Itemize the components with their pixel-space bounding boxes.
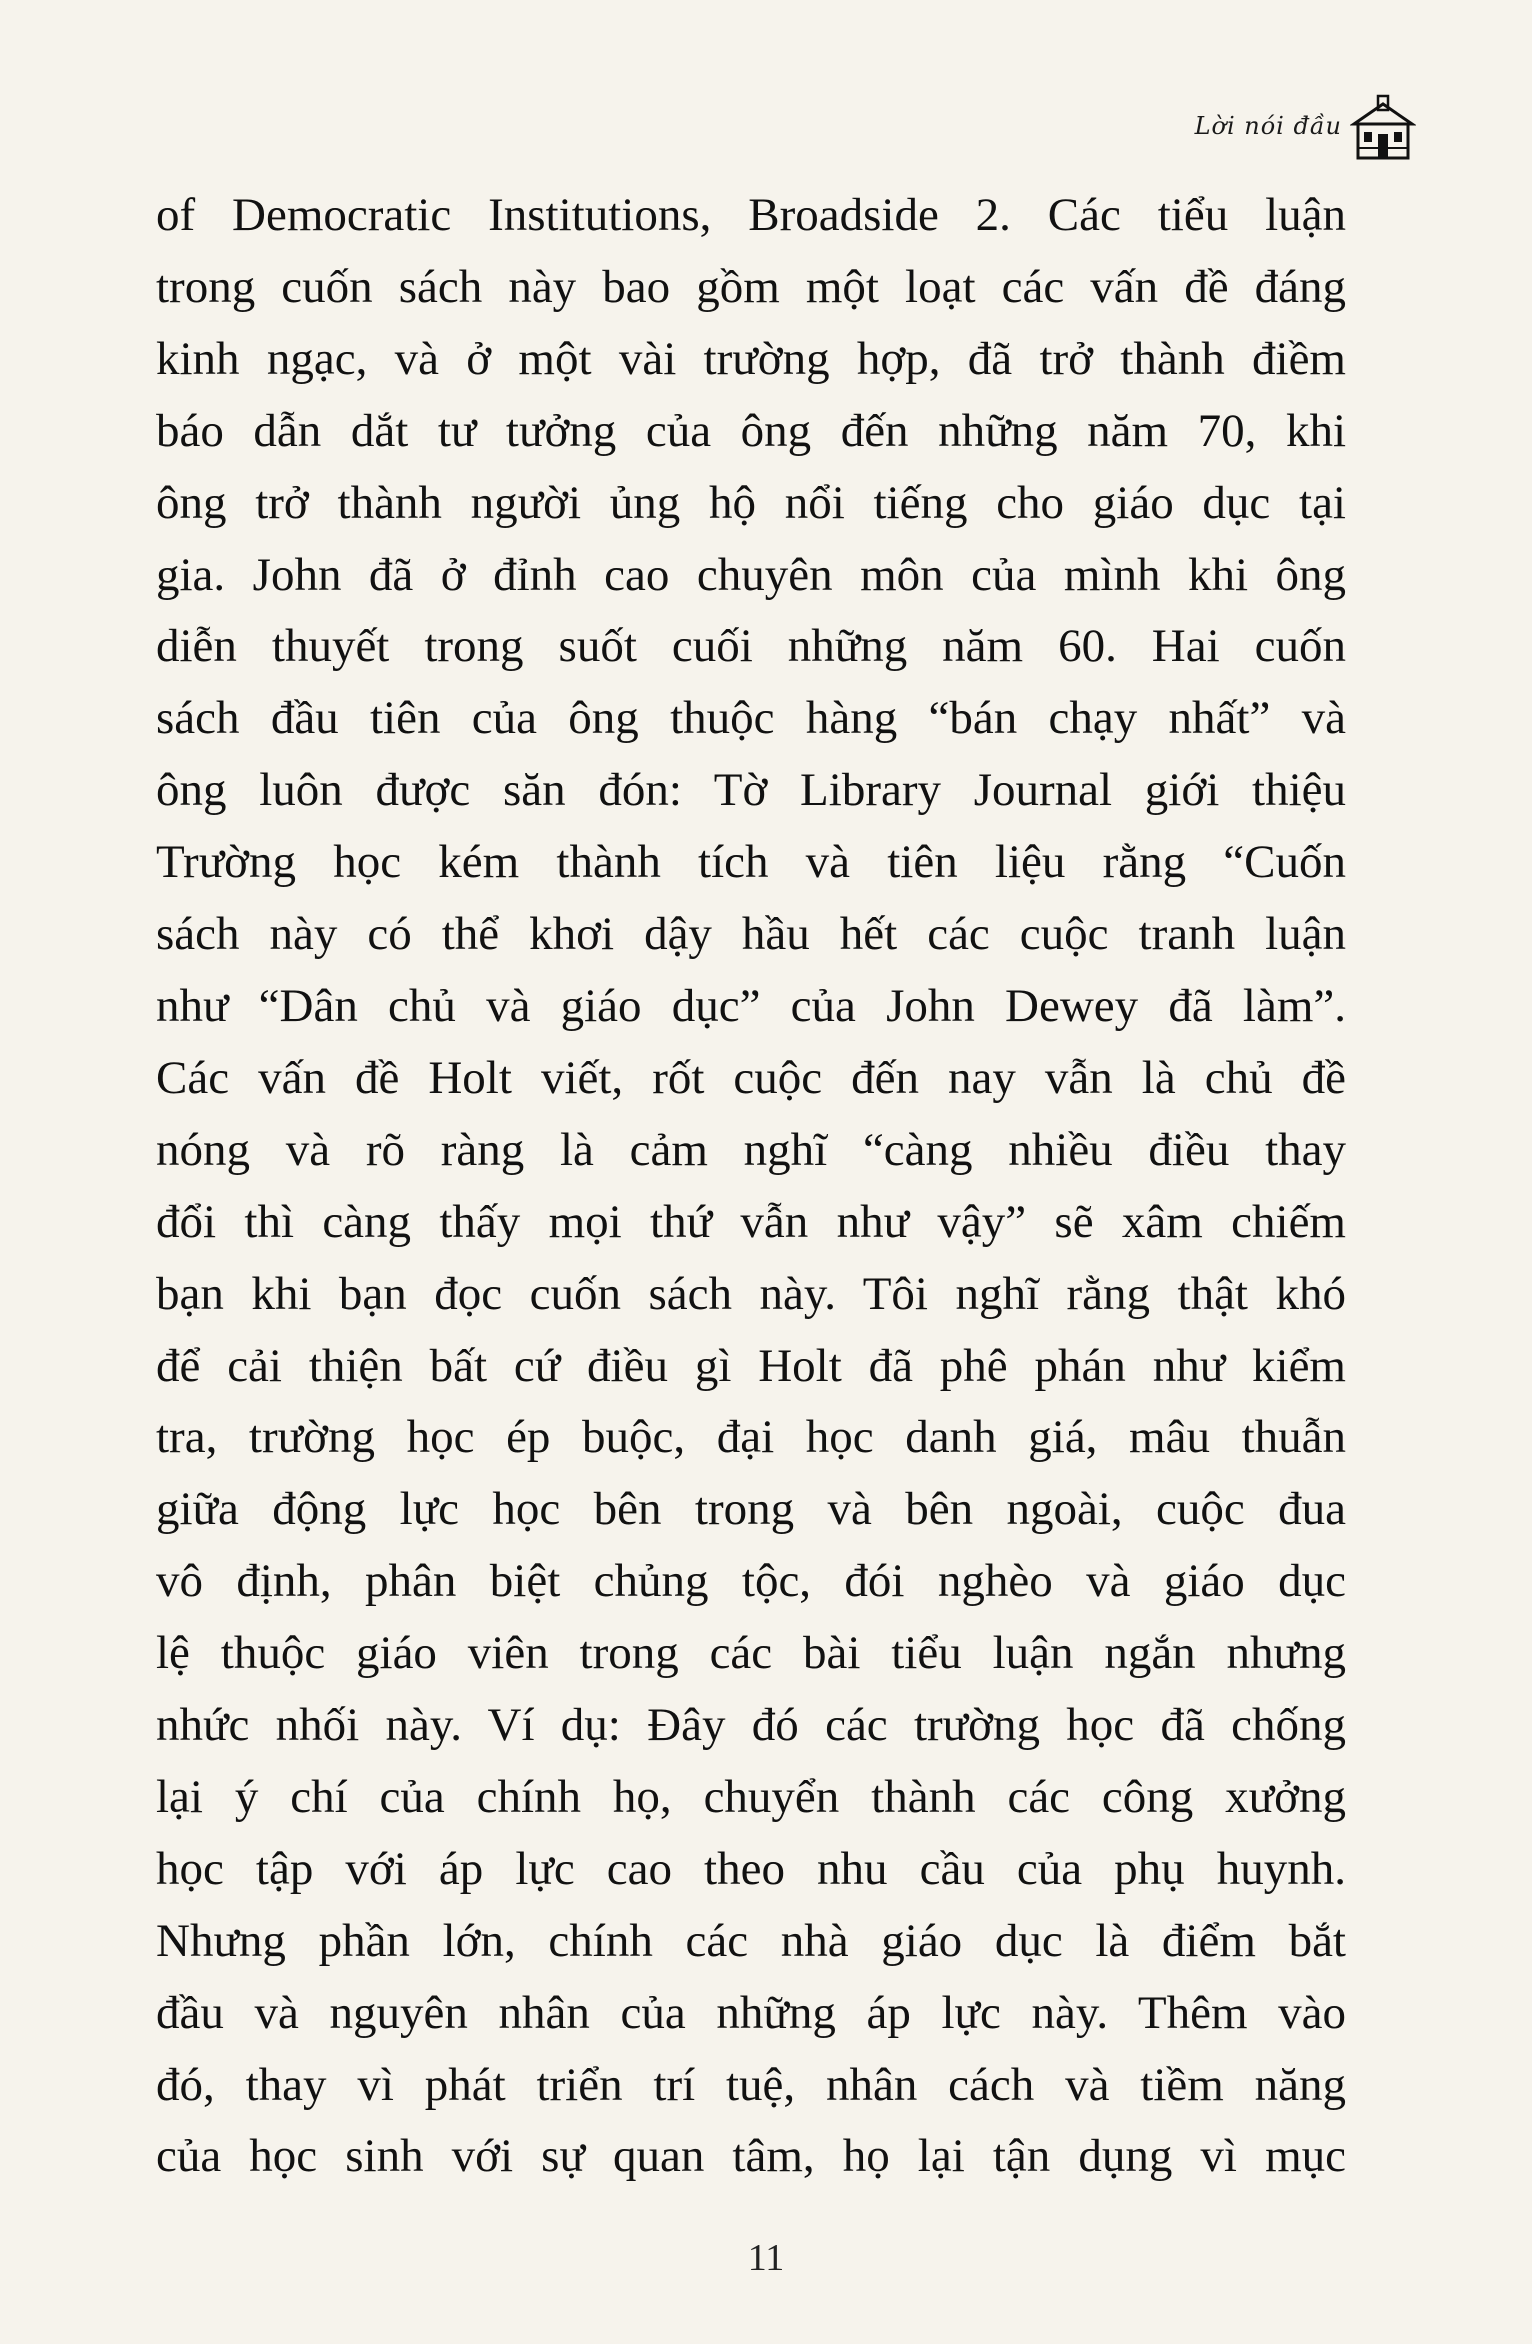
text-line: lại ý chí của chính họ, chuyển thành các công xưởng	[156, 1770, 1346, 1823]
text-line: nóng và rõ ràng là cảm nghĩ “càng nhiều điều thay	[156, 1123, 1346, 1176]
text-line: học tập với áp lực cao theo nhu cầu của phụ huynh.	[156, 1842, 1346, 1895]
text-line: Nhưng phần lớn, chính các nhà giáo dục là điểm bắt	[156, 1914, 1346, 1967]
text-line: Các vấn đề Holt viết, rốt cuộc đến nay vẫn là chủ đề	[156, 1051, 1346, 1104]
text-line: báo dẫn dắt tư tưởng của ông đến những năm 70, khi	[156, 404, 1346, 457]
text-line: sách này có thể khơi dậy hầu hết các cuộc tranh luận	[156, 908, 1346, 961]
text-line: ông trở thành người ủng hộ nổi tiếng cho giáo dục tại	[156, 476, 1346, 529]
text-line: lệ thuộc giáo viên trong các bài tiểu luận ngắn nhưng	[156, 1627, 1346, 1680]
schoolhouse-icon	[1350, 94, 1416, 162]
text-line: đó, thay vì phát triển trí tuệ, nhân cách và tiềm năng	[156, 2058, 1346, 2111]
text-line: đổi thì càng thấy mọi thứ vẫn như vậy” sẽ xâm chiếm	[156, 1195, 1346, 1248]
text-line: gia. John đã ở đỉnh cao chuyên môn của mình khi ông	[156, 548, 1346, 601]
text-line: kinh ngạc, và ở một vài trường hợp, đã trở thành điềm	[156, 332, 1346, 385]
text-line: của học sinh với sự quan tâm, họ lại tận dụng vì mục	[156, 2130, 1346, 2183]
text-line: Trường học kém thành tích và tiên liệu rằng “Cuốn	[156, 836, 1346, 889]
text-line: như “Dân chủ và giáo dục” của John Dewey đã làm”.	[156, 979, 1346, 1032]
page-number: 11	[747, 2237, 785, 2279]
text-line: sách đầu tiên của ông thuộc hàng “bán chạy nhất” và	[156, 692, 1346, 745]
text-line: vô định, phân biệt chủng tộc, đói nghèo và giáo dục	[156, 1555, 1346, 1608]
text-line: ông luôn được săn đón: Tờ Library Journal giới thiệu	[156, 764, 1346, 817]
text-line: giữa động lực học bên trong và bên ngoài, cuộc đua	[156, 1483, 1346, 1536]
text-line: tra, trường học ép buộc, đại học danh giá, mâu thuẫn	[156, 1411, 1346, 1464]
body-paragraph	[156, 180, 1346, 2193]
text-line: nhức nhối này. Ví dụ: Đây đó các trường học đã chống	[156, 1699, 1346, 1752]
text-line: đầu và nguyên nhân của những áp lực này. Thêm vào	[156, 1986, 1346, 2039]
text-line: of Democratic Institutions, Broadside 2. Các tiểu luận	[156, 189, 1346, 241]
text-line: diễn thuyết trong suốt cuối những năm 60. Hai cuốn	[156, 620, 1346, 673]
text-line: trong cuốn sách này bao gồm một loạt các vấn đề đáng	[156, 260, 1346, 313]
text-line: để cải thiện bất cứ điều gì Holt đã phê phán như kiểm	[156, 1339, 1346, 1392]
running-head-section-title: Lời nói đầu	[1194, 112, 1342, 140]
text-line: bạn khi bạn đọc cuốn sách này. Tôi nghĩ rằng thật khó	[156, 1267, 1346, 1320]
